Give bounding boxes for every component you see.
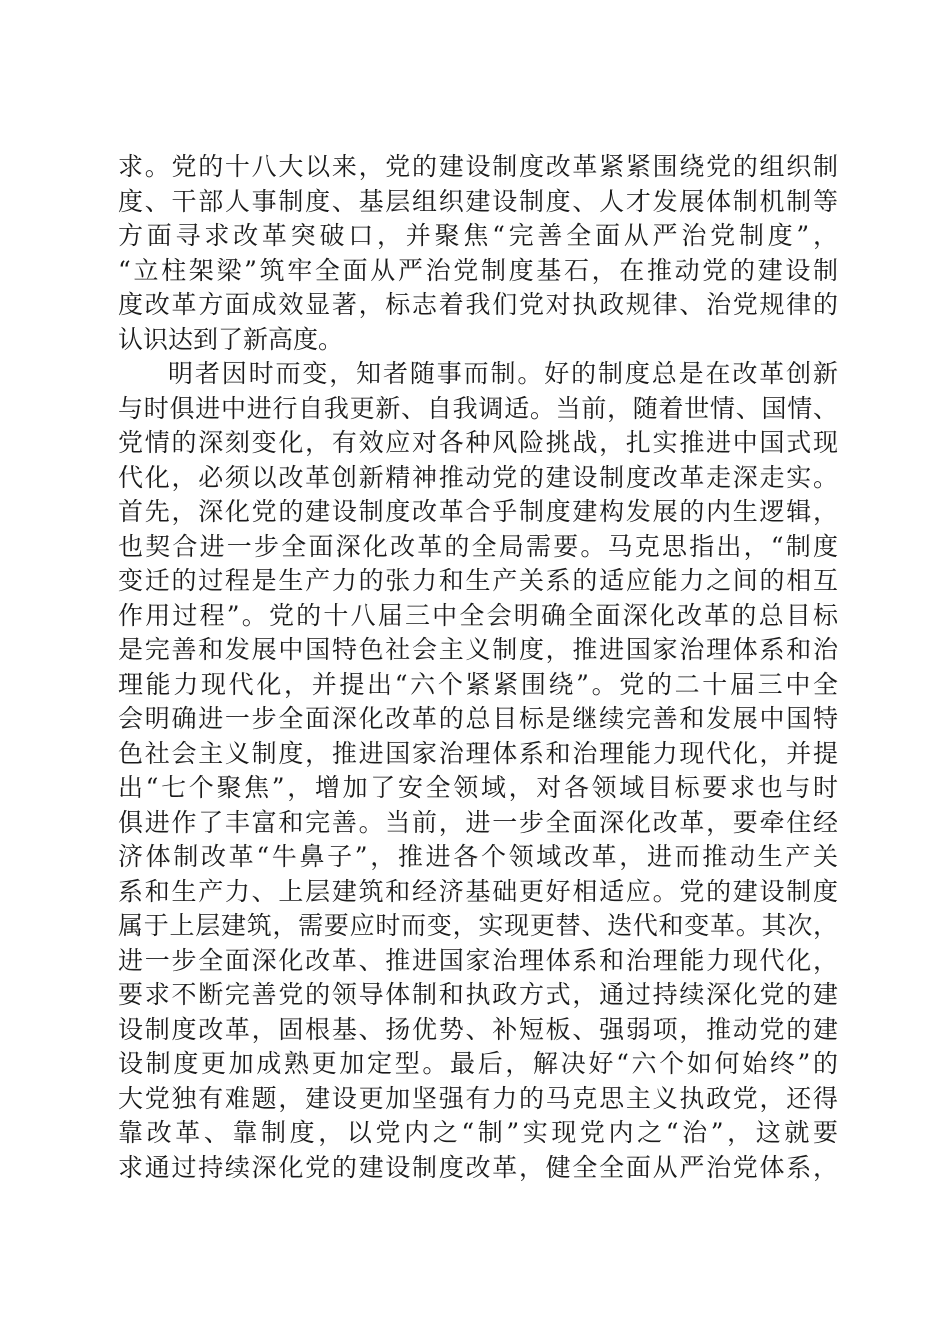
text-line: 方面寻求改革突破口，并聚焦“完善全面从严治党制度”， [118, 221, 838, 250]
text-line: 求通过持续深化党的建设制度改革，健全全面从严治党体系， [118, 1152, 838, 1182]
text-line: “立柱架梁”筑牢全面从严治党制度基石，在推动党的建设制 [118, 255, 838, 285]
text-line: 系和生产力、上层建筑和经济基础更好相适应。党的建设制度 [118, 876, 838, 906]
text-line: 与时俱进中进行自我更新、自我调适。当前，随着世情、国情、 [118, 393, 838, 423]
text-line: 变迁的过程是生产力的张力和生产关系的适应能力之间的相互 [118, 566, 838, 595]
text-line: 靠改革、靠制度，以党内之“制”实现党内之“治”，这就要 [118, 1118, 838, 1147]
text-line: 设制度更加成熟更加定型。最后，解决好“六个如何始终”的 [118, 1049, 838, 1078]
text-line: 度改革方面成效显著，标志着我们党对执政规律、治党规律的 [118, 290, 838, 319]
text-line: 代化，必须以改革创新精神推动党的建设制度改革走深走实。 [118, 462, 838, 492]
text-line-paragraph-end: 认识达到了新高度。 [118, 324, 344, 354]
text-line: 俱进作了丰富和完善。当前，进一步全面深化改革，要牵住经 [118, 807, 838, 837]
text-line: 是完善和发展中国特色社会主义制度，推进国家治理体系和治 [118, 635, 838, 664]
text-line: 作用过程”。党的十八届三中全会明确全面深化改革的总目标 [118, 600, 838, 630]
text-line: 进一步全面深化改革、推进国家治理体系和治理能力现代化， [118, 945, 838, 975]
text-line: 会明确进一步全面深化改革的总目标是继续完善和发展中国特 [118, 704, 838, 733]
text-line: 属于上层建筑，需要应时而变，实现更替、迭代和变革。其次， [118, 911, 838, 940]
text-line: 色社会主义制度，推进国家治理体系和治理能力现代化，并提 [118, 738, 838, 768]
text-line: 大党独有难题，建设更加坚强有力的马克思主义执政党，还得 [118, 1083, 838, 1113]
text-line: 首先，深化党的建设制度改革合乎制度建构发展的内生逻辑， [118, 497, 838, 526]
text-line: 度、干部人事制度、基层组织建设制度、人才发展体制机制等 [118, 186, 838, 216]
text-line: 求。党的十八大以来，党的建设制度改革紧紧围绕党的组织制 [118, 152, 838, 181]
text-line-paragraph-start: 明者因时而变，知者随事而制。好的制度总是在改革创新 [168, 359, 838, 388]
text-line: 也契合进一步全面深化改革的全局需要。马克思指出，“制度 [118, 531, 838, 561]
text-line: 出“七个聚焦”，增加了安全领域，对各领域目标要求也与时 [118, 773, 838, 802]
text-line: 党情的深刻变化，有效应对各种风险挑战，扎实推进中国式现 [118, 428, 838, 457]
body-text [118, 150, 838, 1185]
text-line: 济体制改革“牛鼻子”，推进各个领域改革，进而推动生产关 [118, 842, 838, 871]
text-line: 设制度改革，固根基、扬优势、补短板、强弱项，推动党的建 [118, 1014, 838, 1044]
text-line: 理能力现代化，并提出“六个紧紧围绕”。党的二十届三中全 [118, 669, 838, 699]
text-line: 要求不断完善党的领导体制和执政方式，通过持续深化党的建 [118, 980, 838, 1009]
